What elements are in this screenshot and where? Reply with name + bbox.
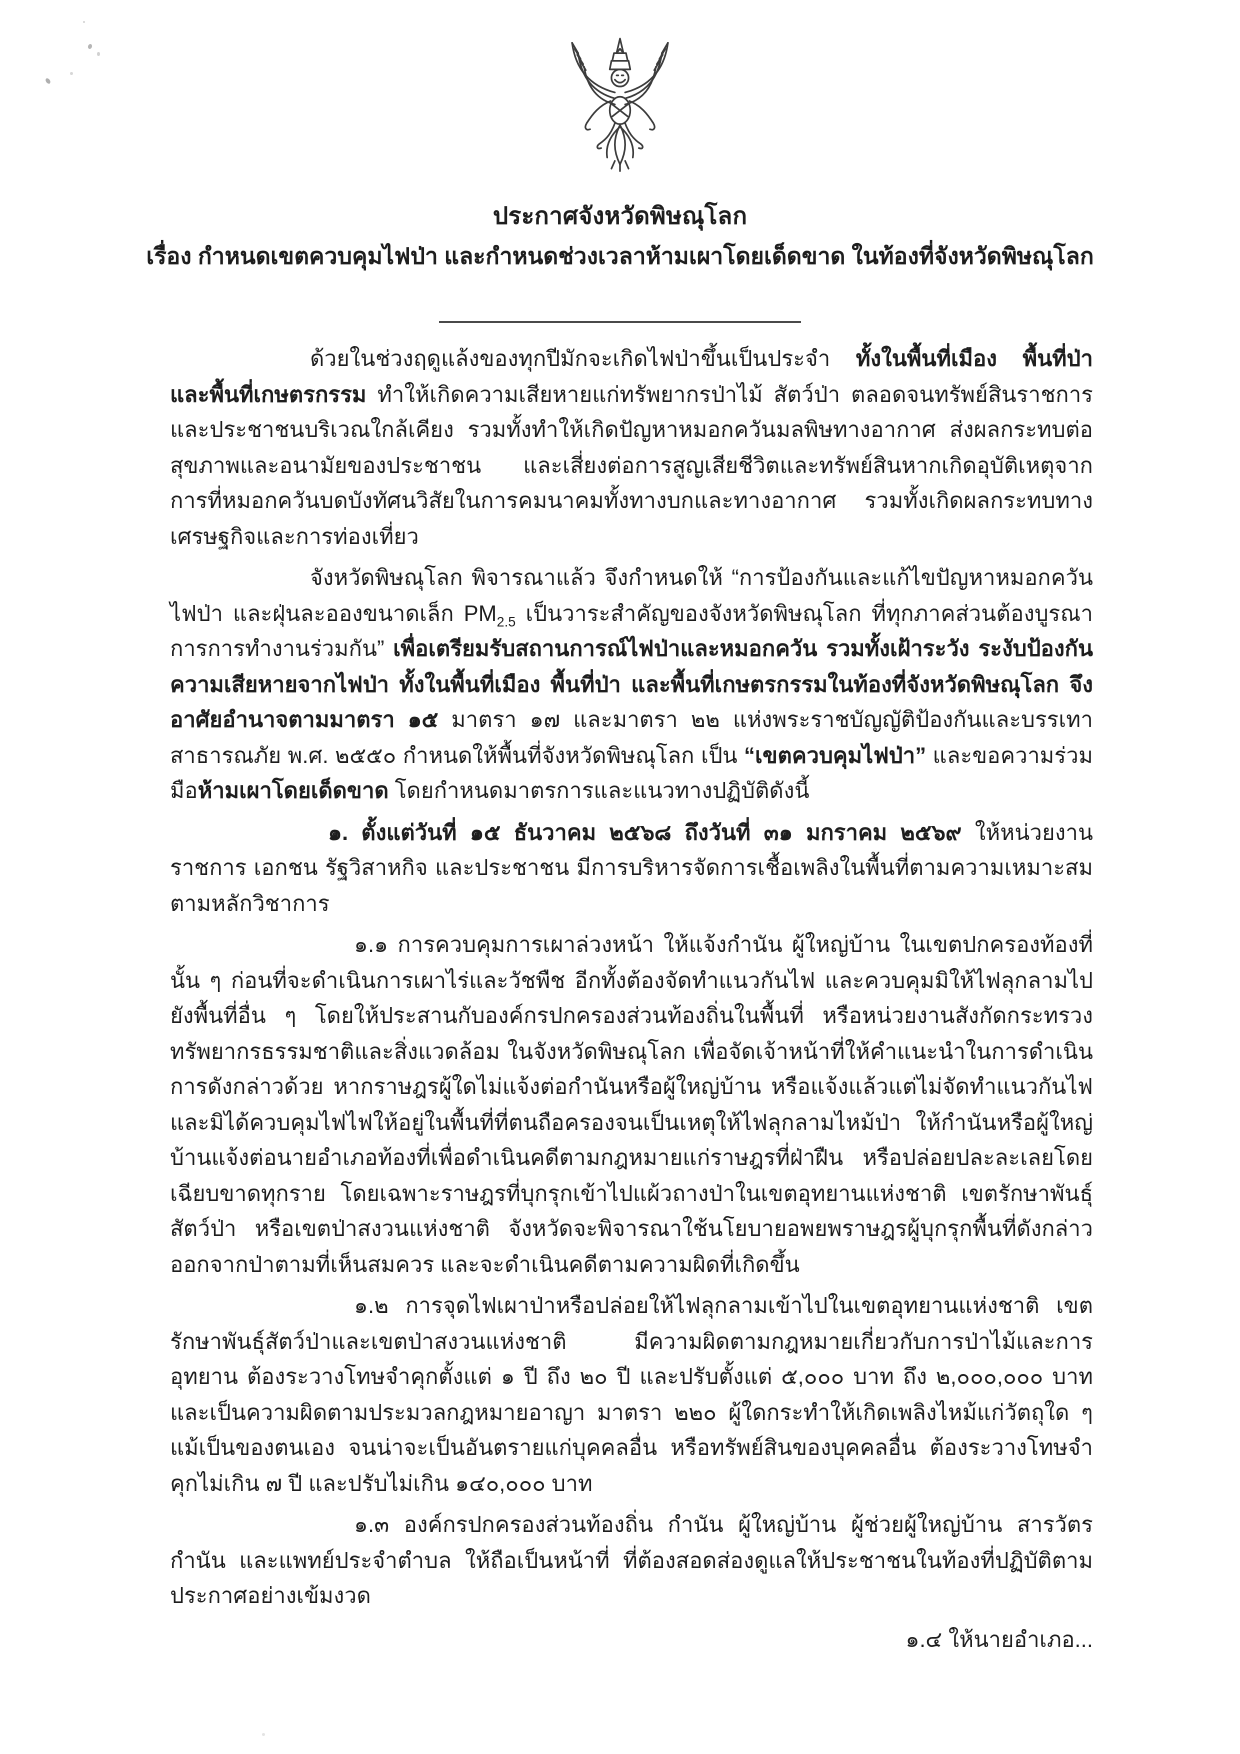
- scan-speck: [97, 52, 100, 56]
- document-body: [170, 341, 1093, 1657]
- paragraph-item-1-1: ๑.๑ การควบคุมการเผาล่วงหน้า ให้แจ้งกำนัน ผู้ใหญ่บ้าน ในเขตปกครองท้องที่นั้น ๆ ก่อนที่จะดำเนินการเผาไร่และวัชพืช อีกทั้งต้องจัดทำแนวกันไฟ และควบคุมมิให้ไฟลุกลามไปยังพื้นที่อื่น ๆ โดยให้ประสานกับองค์กรปกครองส่วนท้องถิ่นในพื้นที่ หรือหน่วยงานสังกัดกระทรวงทรัพยากรธรรมชาติและสิ่งแวดล้อม ในจังหวัดพิษณุโลก เพื่อจัดเจ้าหน้าที่ให้คำแนะนำในการดำเนินการดังกล่าวด้วย หากราษฎรผู้ใดไม่แจ้งต่อกำนันหรือผู้ใหญ่บ้าน หรือแจ้งแล้วแต่ไม่จัดทำแนวกันไฟ และมิได้ควบคุมไฟไฟให้อยู่ในพื้นที่ที่ตนถือครองจนเป็นเหตุให้ไฟลุกลามไหม้ป่า ให้กำนันหรือผู้ใหญ่บ้านแจ้งต่อนายอำเภอท้องที่เพื่อดำเนินคดีตามกฎหมายแก่ราษฎรที่ฝ่าฝืน หรือปล่อยปละละเลยโดยเฉียบขาดทุกราย โดยเฉพาะราษฎรที่บุกรุกเข้าไปแผ้วถางป่าในเขตอุทยานแห่งชาติ เขตรักษาพันธุ์สัตว์ป่า หรือเขตป่าสงวนแห่งชาติ จังหวัดจะพิจารณาใช้นโยบายอพยพราษฎรผู้บุกรุกพื้นที่ดังกล่าวออกจากป่าตามที่เห็นสมควร และจะดำเนินคดีตามความผิดที่เกิดขึ้น: [170, 932, 1093, 1277]
- paragraph-item-1-2: ๑.๒ การจุดไฟเผาป่าหรือปล่อยให้ไฟลุกลามเข้าไปในเขตอุทยานแห่งชาติ เขตรักษาพันธุ์สัตว์ป่าและเขตป่าสงวนแห่งชาติ มีความผิดตามกฎหมายเกี่ยวกับการป่าไม้และการอุทยาน ต้องระวางโทษจำคุกตั้งแต่ ๑ ปี ถึง ๒๐ ปี และปรับตั้งแต่ ๕,๐๐๐ บาท ถึง ๒,๐๐๐,๐๐๐ บาท และเป็นความผิดตามประมวลกฎหมายอาญา มาตรา ๒๒๐ ผู้ใดกระทำให้เกิดเพลิงไหม้แก่วัตถุใด ๆ แม้เป็นของตนเอง จนน่าจะเป็นอันตรายแก่บุคคลอื่น หรือทรัพย์สินของบุคคลอื่น ต้องระวางโทษจำคุกไม่เกิน ๗ ปี และปรับไม่เกิน ๑๔๐,๐๐๐ บาท: [170, 1293, 1093, 1496]
- scan-speck: [70, 72, 73, 75]
- paragraph-item-1-3: ๑.๓ องค์กรปกครองส่วนท้องถิ่น กำนัน ผู้ใหญ่บ้าน ผู้ช่วยผู้ใหญ่บ้าน สารวัตรกำนัน และแพทย์ประจำตำบล ให้ถือเป็นหน้าที่ ที่ต้องสอดส่องดูแลให้ประชาชนในท้องที่ปฏิบัติตามประกาศอย่างเข้มงวด: [170, 1512, 1093, 1608]
- scan-speck: [45, 77, 52, 84]
- garuda-emblem: [532, 36, 708, 190]
- paragraph-intro: ด้วยในช่วงฤดูแล้งของทุกปีมักจะเกิดไฟป่าขึ้นเป็นประจำ ทั้งในพื้นที่เมือง พื้นที่ป่า และพื้นที่เกษตรกรรม ทำให้เกิดความเสียหายแก่ทรัพยากรป่าไม้ สัตว์ป่า ตลอดจนทรัพย์สินราชการและประชาชนบริเวณใกล้เคียง รวมทั้งทำให้เกิดปัญหาหมอกควันมลพิษทางอากาศ ส่งผลกระทบต่อสุขภาพและอนามัยของประชาชน และเสี่ยงต่อการสูญเสียชีวิตและทรัพย์สินหากเกิดอุบัติเหตุจากการที่หมอกควันบดบังทัศนวิสัยในการคมนาคมทั้งทางบกและทางอากาศ รวมทั้งเกิดผลกระทบทางเศรษฐกิจและการท่องเที่ยว: [170, 346, 1093, 549]
- scan-speck: [83, 21, 85, 23]
- scan-speck: [87, 43, 92, 49]
- scan-speck: [423, 1557, 426, 1559]
- paragraph-item-1: ๑. ตั้งแต่วันที่ ๑๕ ธันวาคม ๒๕๖๘ ถึงวันที่ ๓๑ มกราคม ๒๕๖๙ ให้หน่วยงานราชการ เอกชน รัฐวิสาหกิจ และประชาชน มีการบริหารจัดการเชื้อเพลิงในพื้นที่ตามความเหมาะสมตามหลักวิชาการ: [170, 819, 1093, 916]
- header-divider: [439, 321, 801, 323]
- scan-speck: [262, 1733, 265, 1736]
- document-subject: เรื่อง กำหนดเขตควบคุมไฟป่า และกำหนดช่วงเวลาห้ามเผาโดยเด็ดขาด ในท้องที่จังหวัดพิษณุโลก: [146, 243, 1094, 269]
- paragraph-declaration: จังหวัดพิษณุโลก พิจารณาแล้ว จึงกำหนดให้ “การป้องกันและแก้ไขปัญหาหมอกควัน ไฟป่า และฝุ่นละอองขนาดเล็ก $PM_{2.5}$ เป็นวาระสำคัญของจังหวัดพิษณุโลก ที่ทุกภาคส่วนต้องบูรณาการการทำงานร่วมกัน” เพื่อเตรียมรับสถานการณ์ไฟป่าและหมอกควัน รวมทั้งเฝ้าระวัง ระงับป้องกันความเสียหายจากไฟป่า ทั้งในพื้นที่เมือง พื้นที่ป่า และพื้นที่เกษตรกรรมในท้องที่จังหวัดพิษณุโลก จึงอาศัยอำนาจตามมาตรา ๑๕ มาตรา ๑๗ และมาตรา ๒๒ แห่งพระราชบัญญัติป้องกันและบรรเทาสาธารณภัย พ.ศ. ๒๕๕๐ กำหนดให้พื้นที่จังหวัดพิษณุโลก เป็น “เขตควบคุมไฟป่า” และขอความร่วมมือห้ามเผาโดยเด็ดขาด โดยกำหนดมาตรการและแนวทางปฏิบัติดังนี้: [170, 565, 1093, 803]
- document-title: ประกาศจังหวัดพิษณุโลก: [492, 203, 748, 230]
- catchword: ๑.๔ ให้นายอำเภอ...: [905, 1626, 1093, 1652]
- garuda-emblem-icon: [532, 36, 708, 190]
